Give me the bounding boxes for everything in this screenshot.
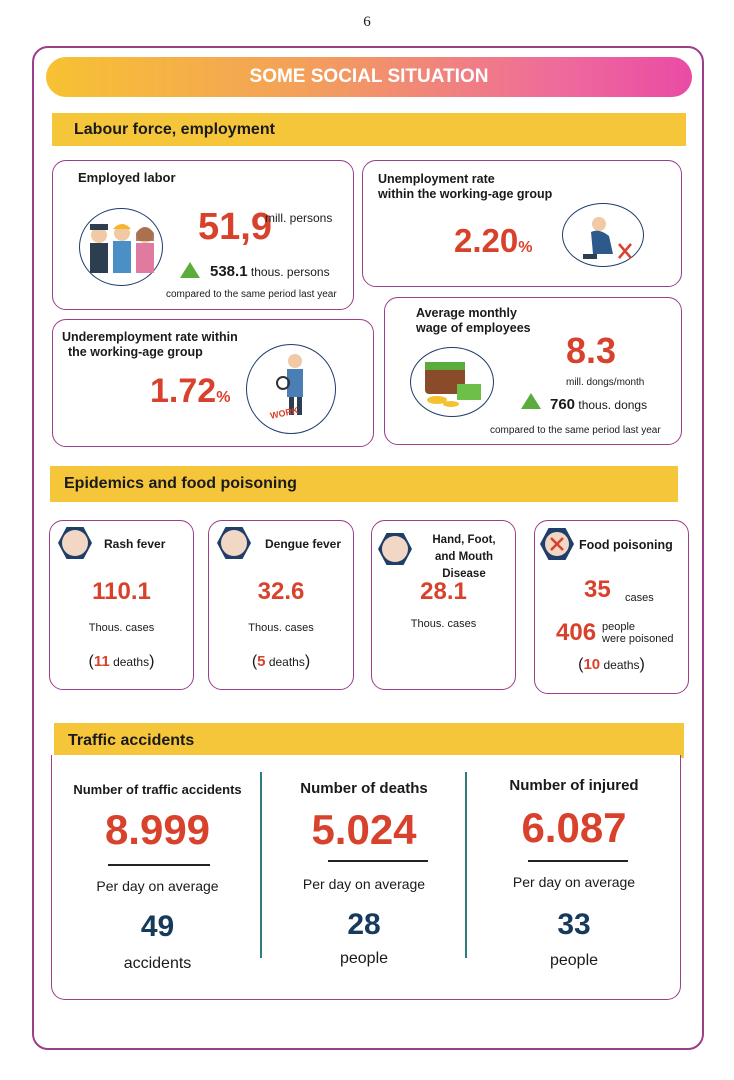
food-people-value: 406 bbox=[556, 619, 597, 646]
employed-labor-value: 51,9 bbox=[198, 206, 272, 248]
rash-deaths-number: 11 bbox=[93, 653, 110, 670]
employed-labor-change bbox=[210, 263, 330, 280]
paren-close: ) bbox=[149, 653, 155, 670]
workers-icon bbox=[79, 208, 163, 286]
unemployed-person-icon bbox=[562, 203, 644, 267]
employed-labor-compare: compared to the same period last year bbox=[166, 289, 337, 300]
unemployment-title-line2: within the working-age group bbox=[378, 187, 553, 201]
traffic-deaths-value: 5.024 bbox=[311, 806, 417, 853]
people-label-line2: were poisoned bbox=[602, 633, 674, 645]
wallet-icon bbox=[410, 347, 494, 417]
hfmd-title bbox=[412, 532, 516, 583]
unemployment-value bbox=[454, 222, 532, 260]
food-cases-value: 35 bbox=[584, 576, 611, 603]
deaths-underline bbox=[328, 860, 428, 862]
deaths-daily-unit: people bbox=[339, 950, 389, 967]
accidents-per-day-label: Per day on average bbox=[96, 878, 219, 894]
hfmd-title-line1: Hand, Foot, bbox=[432, 534, 496, 546]
unemployment-pct: % bbox=[518, 239, 533, 256]
deaths-label: deaths bbox=[600, 658, 640, 672]
hfmd-value: 28.1 bbox=[420, 578, 467, 605]
injured-underline bbox=[528, 860, 628, 862]
employed-change-value: 538.1 bbox=[210, 263, 248, 280]
up-arrow-icon-wage bbox=[521, 393, 541, 409]
injured-per-day-label: Per day on average bbox=[512, 874, 636, 890]
people-label-line1: people bbox=[602, 621, 636, 633]
page-banner: SOME SOCIAL SITUATION bbox=[46, 57, 692, 97]
wage-value: 8.3 bbox=[566, 330, 617, 371]
deaths-label: deaths bbox=[109, 655, 150, 669]
traffic-accidents-title: Number of traffic accidents bbox=[73, 782, 242, 797]
employed-labor-unit: mill. persons bbox=[265, 211, 333, 225]
unemployment-title bbox=[378, 172, 552, 202]
accidents-underline bbox=[108, 864, 210, 866]
dengue-fever-title: Dengue fever bbox=[265, 537, 342, 551]
injured-daily-value: 33 bbox=[557, 908, 591, 941]
hfmd-title-line2: and Mouth Disease bbox=[434, 551, 494, 580]
traffic-accidents-value: 8.999 bbox=[104, 806, 211, 853]
wage-unit: mill. dongs/month bbox=[566, 377, 645, 388]
section-bar-epidemics: Epidemics and food poisoning bbox=[50, 466, 678, 502]
wage-change bbox=[550, 396, 647, 413]
underemployment-title bbox=[62, 330, 238, 360]
injured-daily-unit: people bbox=[549, 952, 599, 969]
paren-open: ( bbox=[578, 656, 584, 673]
unemployment-title-line1: Unemployment rate bbox=[378, 172, 495, 186]
accidents-daily-value: 49 bbox=[140, 910, 175, 943]
rash-fever-title: Rash fever bbox=[104, 537, 166, 551]
paren-open: ( bbox=[251, 653, 258, 670]
job-search-icon bbox=[246, 344, 336, 434]
food-poisoning-title: Food poisoning bbox=[579, 538, 673, 552]
up-arrow-icon bbox=[180, 262, 200, 278]
underemployment-value bbox=[150, 372, 230, 411]
dengue-fever-value: 32.6 bbox=[257, 578, 305, 605]
dengue-fever-unit: Thous. cases bbox=[248, 622, 314, 634]
hfmd-unit: Thous. cases bbox=[410, 618, 477, 630]
employed-change-unit: thous. persons bbox=[250, 265, 330, 279]
dengue-fever-deaths bbox=[208, 653, 354, 671]
wage-title-line2: wage of employees bbox=[416, 321, 531, 335]
deaths-per-day-label: Per day on average bbox=[302, 876, 426, 892]
section-bar-traffic: Traffic accidents bbox=[54, 723, 684, 758]
underemployment-title-line2: the working-age group bbox=[68, 345, 203, 359]
accidents-daily-unit: accidents bbox=[123, 955, 192, 972]
wage-change-value: 760 bbox=[550, 396, 576, 413]
rash-fever-value: 110.1 bbox=[92, 578, 151, 605]
page-number: 6 bbox=[363, 14, 371, 30]
deaths-daily-value: 28 bbox=[347, 908, 381, 941]
rash-fever-deaths bbox=[49, 653, 194, 671]
traffic-injured-title: Number of injured bbox=[509, 777, 639, 794]
food-cases-label: cases bbox=[625, 592, 654, 604]
traffic-deaths-title: Number of deaths bbox=[300, 780, 428, 797]
wage-title bbox=[416, 306, 531, 336]
paren-close: ) bbox=[304, 653, 311, 670]
paren-close: ) bbox=[639, 656, 645, 673]
food-people-label bbox=[602, 621, 674, 645]
underemployment-number: 1.72 bbox=[150, 372, 217, 410]
unemployment-number: 2.20 bbox=[454, 222, 519, 259]
food-deaths-number: 10 bbox=[583, 656, 601, 673]
paren-open: ( bbox=[88, 653, 94, 670]
deaths-label: deaths bbox=[265, 655, 305, 669]
work-label: WORK bbox=[269, 405, 300, 421]
wage-compare: compared to the same period last year bbox=[490, 425, 661, 436]
dengue-deaths-number: 5 bbox=[257, 653, 266, 670]
wage-change-unit: thous. dongs bbox=[578, 398, 648, 412]
employed-labor-title: Employed labor bbox=[78, 170, 176, 185]
underemployment-title-line1: Underemployment rate within bbox=[62, 330, 238, 344]
food-poisoning-deaths bbox=[534, 656, 689, 674]
section-bar-labour: Labour force, employment bbox=[52, 113, 686, 146]
rash-fever-unit: Thous. cases bbox=[88, 622, 155, 634]
underemployment-pct: % bbox=[216, 389, 231, 406]
traffic-injured-value: 6.087 bbox=[521, 804, 627, 851]
wage-title-line1: Average monthly bbox=[416, 306, 517, 320]
